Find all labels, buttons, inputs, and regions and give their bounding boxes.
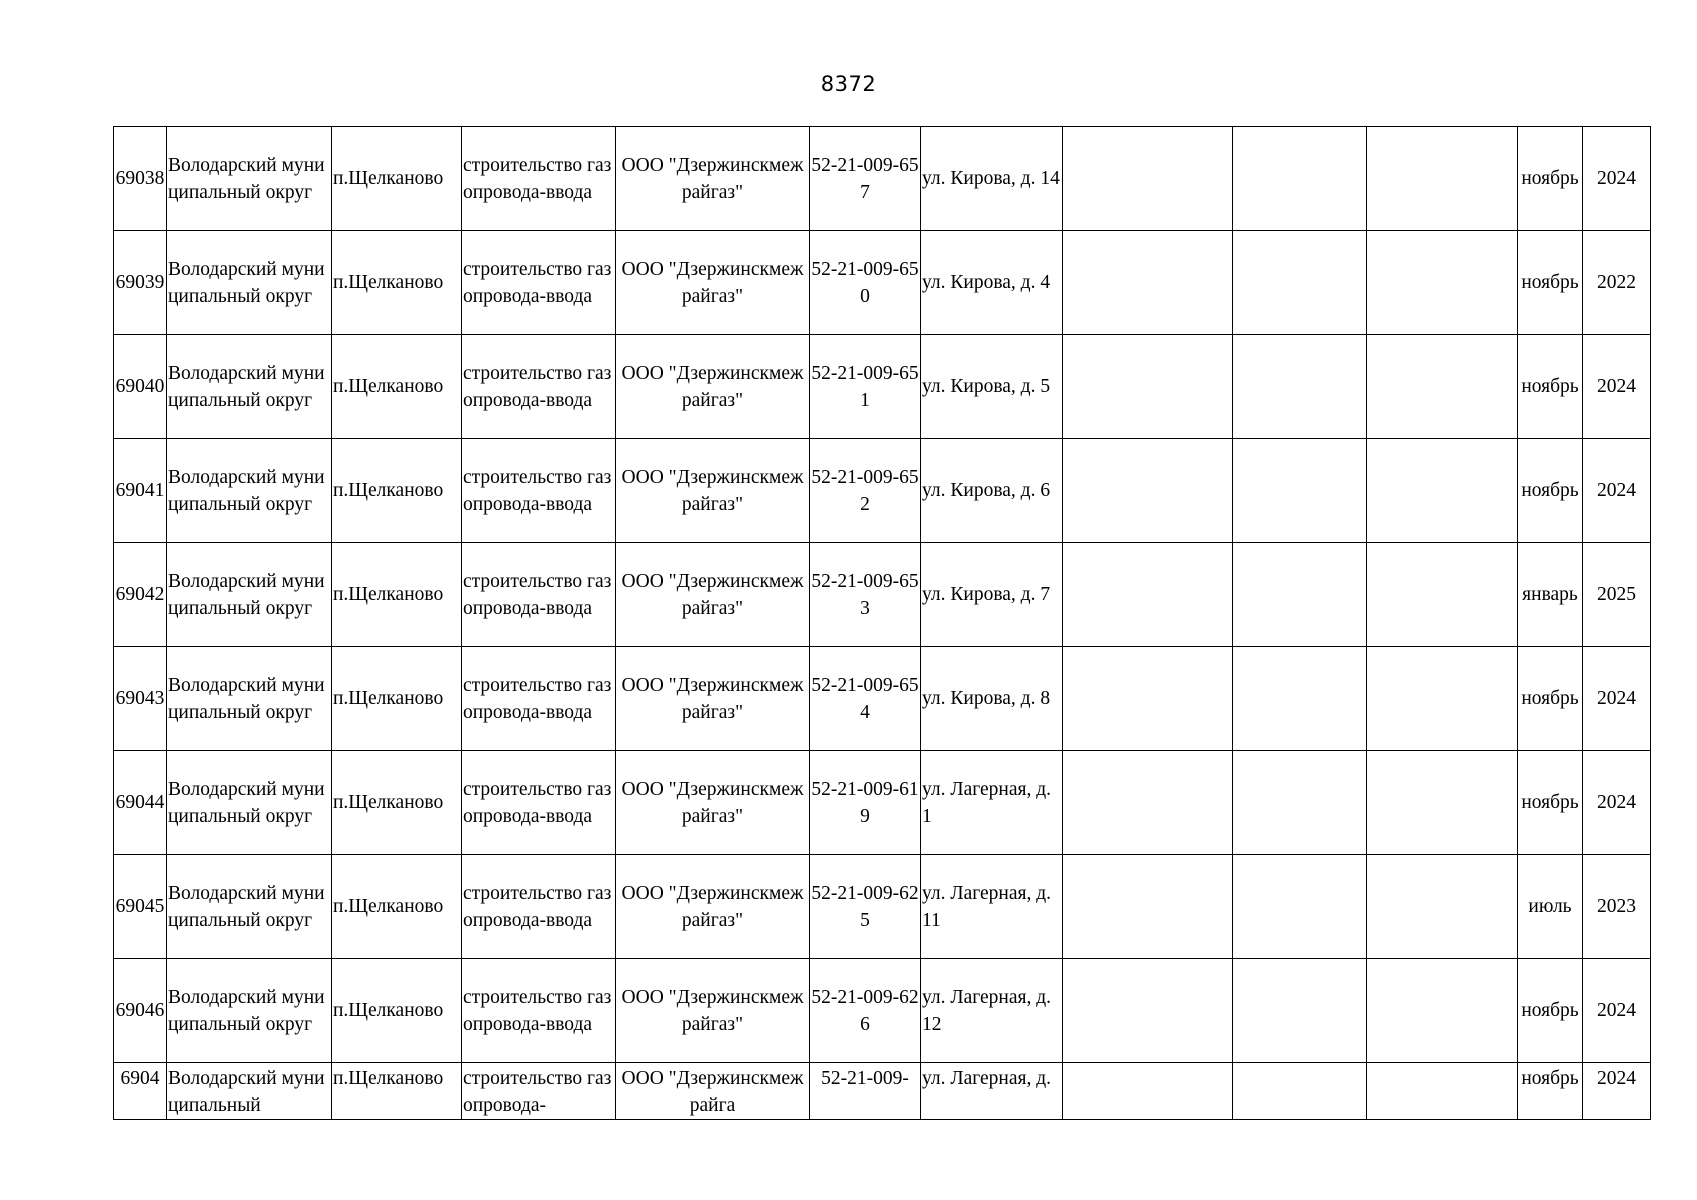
cell-empty [1367,751,1518,855]
cell-empty [1063,231,1233,335]
cell-empty [1233,335,1367,439]
cell-organization: ООО "Дзержинскмежрайгаз" [616,751,810,855]
page-number: 8372 [820,72,877,96]
cell-settlement: п.Щелканово [332,439,462,543]
cell-address: ул. Кирова, д. 7 [921,543,1063,647]
cell-month: январь [1518,543,1583,647]
cell-empty [1063,647,1233,751]
cell-work-type: строительство газопровода-ввода [462,647,616,751]
cell-district: Володарский муниципальный округ [167,543,332,647]
cell-settlement: п.Щелканово [332,959,462,1063]
cell-district: Володарский муниципальный [167,1063,332,1120]
table-row [114,855,1651,959]
cell-empty [1233,1063,1367,1120]
table-row [114,127,1651,231]
cell-year: 2024 [1583,959,1651,1063]
cell-empty [1367,127,1518,231]
table-row [114,231,1651,335]
cell-empty [1063,751,1233,855]
cell-number: 69046 [114,959,167,1063]
cell-month: ноябрь [1518,231,1583,335]
cell-number: 6904 [114,1063,167,1120]
cell-registry-code: 52-21-009-657 [810,127,921,231]
registry-table [113,126,1651,1120]
cell-organization: ООО "Дзержинскмежрайгаз" [616,335,810,439]
cell-work-type: строительство газопровода-ввода [462,439,616,543]
cell-number: 69038 [114,127,167,231]
cell-year: 2024 [1583,1063,1651,1120]
cell-organization: ООО "Дзержинскмежрайгаз" [616,647,810,751]
table-row [114,751,1651,855]
cell-address: ул. Кирова, д. 4 [921,231,1063,335]
cell-settlement: п.Щелканово [332,231,462,335]
cell-number: 69041 [114,439,167,543]
cell-year: 2024 [1583,127,1651,231]
cell-empty [1063,855,1233,959]
cell-empty [1063,959,1233,1063]
cell-empty [1233,439,1367,543]
registry-body [114,127,1651,1120]
cell-district: Володарский муниципальный округ [167,959,332,1063]
cell-year: 2024 [1583,647,1651,751]
cell-month: ноябрь [1518,335,1583,439]
cell-empty [1367,855,1518,959]
cell-settlement: п.Щелканово [332,647,462,751]
cell-month: июль [1518,855,1583,959]
cell-number: 69040 [114,335,167,439]
cell-empty [1233,959,1367,1063]
cell-organization: ООО "Дзержинскмежрайгаз" [616,439,810,543]
cell-address: ул. Лагерная, д. 12 [921,959,1063,1063]
cell-registry-code: 52-21-009- [810,1063,921,1120]
cell-empty [1367,335,1518,439]
cell-empty [1233,855,1367,959]
cell-address: ул. Лагерная, д. 1 [921,751,1063,855]
cell-month: ноябрь [1518,647,1583,751]
cell-address: ул. Кирова, д. 14 [921,127,1063,231]
cell-organization: ООО "Дзержинскмежрайгаз" [616,231,810,335]
cell-year: 2022 [1583,231,1651,335]
cell-district: Володарский муниципальный округ [167,231,332,335]
cell-number: 69044 [114,751,167,855]
cell-address: ул. Кирова, д. 8 [921,647,1063,751]
cell-empty [1367,959,1518,1063]
cell-district: Володарский муниципальный округ [167,647,332,751]
cell-registry-code: 52-21-009-619 [810,751,921,855]
table-row [114,959,1651,1063]
cell-organization: ООО "Дзержинскмежрайгаз" [616,855,810,959]
cell-empty [1063,439,1233,543]
cell-work-type: строительство газопровода-ввода [462,335,616,439]
cell-empty [1367,439,1518,543]
cell-month: ноябрь [1518,127,1583,231]
cell-registry-code: 52-21-009-653 [810,543,921,647]
table-row [114,1063,1651,1120]
cell-registry-code: 52-21-009-654 [810,647,921,751]
cell-registry-code: 52-21-009-650 [810,231,921,335]
table-row [114,439,1651,543]
cell-organization: ООО "Дзержинскмежрайгаз" [616,543,810,647]
table-row [114,335,1651,439]
cell-registry-code: 52-21-009-625 [810,855,921,959]
cell-work-type: строительство газопровода-ввода [462,855,616,959]
cell-empty [1233,543,1367,647]
cell-month: ноябрь [1518,1063,1583,1120]
cell-work-type: строительство газопровода-ввода [462,543,616,647]
cell-settlement: п.Щелканово [332,543,462,647]
cell-work-type: строительство газопровода-ввода [462,751,616,855]
cell-work-type: строительство газопровода-ввода [462,231,616,335]
cell-year: 2024 [1583,439,1651,543]
cell-empty [1367,231,1518,335]
cell-number: 69045 [114,855,167,959]
cell-settlement: п.Щелканово [332,335,462,439]
cell-empty [1063,127,1233,231]
cell-district: Володарский муниципальный округ [167,335,332,439]
cell-empty [1063,335,1233,439]
cell-year: 2024 [1583,751,1651,855]
cell-year: 2024 [1583,335,1651,439]
cell-work-type: строительство газопровода- [462,1063,616,1120]
cell-registry-code: 52-21-009-652 [810,439,921,543]
cell-district: Володарский муниципальный округ [167,439,332,543]
cell-settlement: п.Щелканово [332,127,462,231]
cell-month: ноябрь [1518,751,1583,855]
cell-address: ул. Кирова, д. 5 [921,335,1063,439]
cell-empty [1367,1063,1518,1120]
cell-settlement: п.Щелканово [332,1063,462,1120]
cell-organization: ООО "Дзержинскмежрайгаз" [616,127,810,231]
cell-district: Володарский муниципальный округ [167,751,332,855]
cell-empty [1063,543,1233,647]
cell-registry-code: 52-21-009-651 [810,335,921,439]
cell-district: Володарский муниципальный округ [167,127,332,231]
cell-work-type: строительство газопровода-ввода [462,127,616,231]
cell-work-type: строительство газопровода-ввода [462,959,616,1063]
cell-address: ул. Кирова, д. 6 [921,439,1063,543]
cell-organization: ООО "Дзержинскмежрайга [616,1063,810,1120]
cell-year: 2025 [1583,543,1651,647]
cell-empty [1233,751,1367,855]
cell-empty [1233,127,1367,231]
cell-address: ул. Лагерная, д. [921,1063,1063,1120]
cell-number: 69039 [114,231,167,335]
table-row [114,543,1651,647]
cell-number: 69042 [114,543,167,647]
cell-settlement: п.Щелканово [332,751,462,855]
cell-district: Володарский муниципальный округ [167,855,332,959]
cell-settlement: п.Щелканово [332,855,462,959]
cell-empty [1367,647,1518,751]
cell-empty [1367,543,1518,647]
cell-empty [1233,647,1367,751]
cell-empty [1063,1063,1233,1120]
cell-month: ноябрь [1518,439,1583,543]
cell-month: ноябрь [1518,959,1583,1063]
cell-year: 2023 [1583,855,1651,959]
cell-address: ул. Лагерная, д. 11 [921,855,1063,959]
cell-organization: ООО "Дзержинскмежрайгаз" [616,959,810,1063]
cell-number: 69043 [114,647,167,751]
cell-registry-code: 52-21-009-626 [810,959,921,1063]
table-row [114,647,1651,751]
cell-empty [1233,231,1367,335]
